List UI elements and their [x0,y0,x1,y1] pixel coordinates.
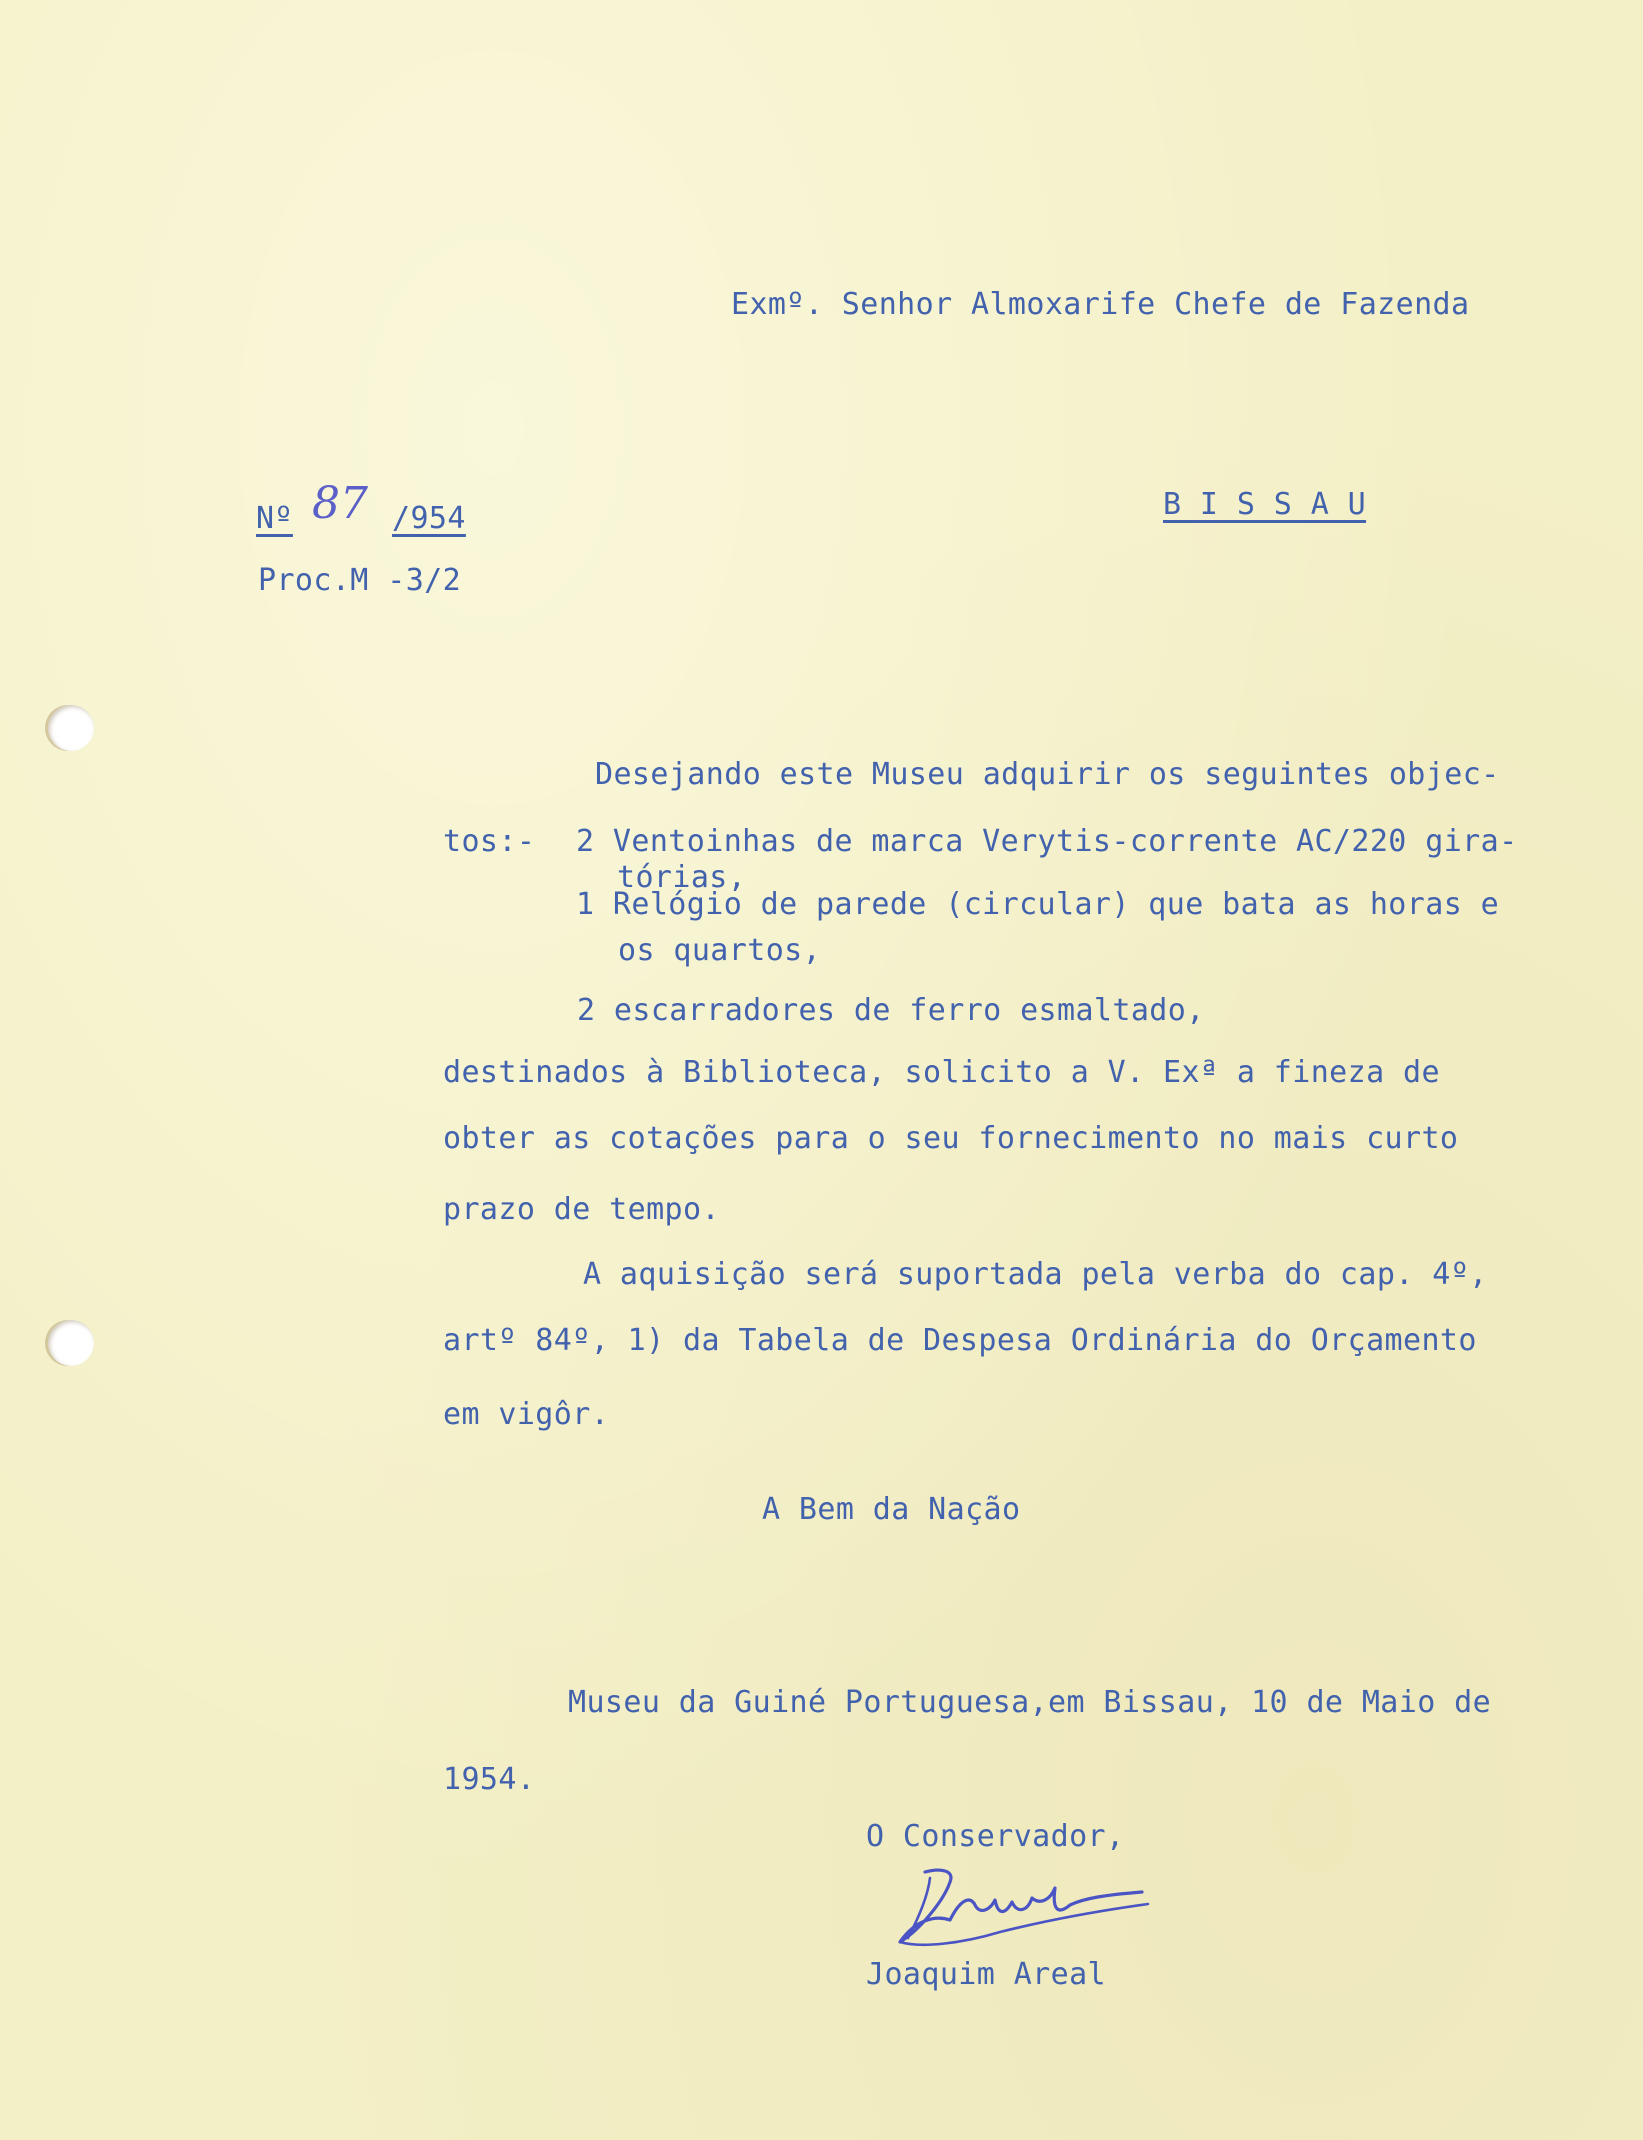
signer-name: Joaquim Areal [866,1957,1106,1992]
body-line-9: prazo de tempo. [443,1192,720,1227]
handwritten-signature [880,1860,1170,1970]
ref-year: /954 [392,501,466,536]
salutation: A Bem da Nação [762,1492,1021,1527]
punch-hole-bottom [48,1320,94,1366]
place-date-line-2: 1954. [443,1762,536,1797]
place-date-line-1: Museu da Guiné Portuguesa,em Bissau, 10 de Maio de [568,1685,1492,1720]
process-number: Proc.M -3/2 [258,563,462,598]
body-line-12: em vigôr. [443,1397,610,1432]
body-line-2-lead: tos:- [443,824,536,859]
body-line-8: obter as cotações para o seu fornecimento no mais curto [443,1121,1459,1156]
body-line-10: A aquisição será suportada pela verba do cap. 4º, [583,1257,1488,1292]
punch-hole-top [48,705,94,751]
ref-number-handwritten: 87 [312,478,368,529]
body-line-3: tórias, [617,860,747,895]
body-line-4: 1 Relógio de parede (circular) que bata as horas e [576,887,1500,922]
body-line-6: 2 escarradores de ferro esmaltado, [577,993,1205,1028]
body-line-11: artº 84º, 1) da Tabela de Despesa Ordinária do Orçamento [443,1323,1477,1358]
ref-prefix: Nº [256,501,293,536]
body-line-5: os quartos, [618,933,822,968]
signer-title: O Conservador, [866,1819,1125,1854]
city-heading: B I S S A U [1163,487,1367,522]
body-line-1: Desejando este Museu adquirir os seguintes objec- [595,757,1500,792]
body-line-2: 2 Ventoinhas de marca Verytis-corrente AC/220 gira- [576,824,1518,859]
body-line-7: destinados à Biblioteca, solicito a V. Exª a fineza de [443,1055,1440,1090]
addressee: Exmº. Senhor Almoxarife Chefe de Fazenda [731,287,1470,322]
